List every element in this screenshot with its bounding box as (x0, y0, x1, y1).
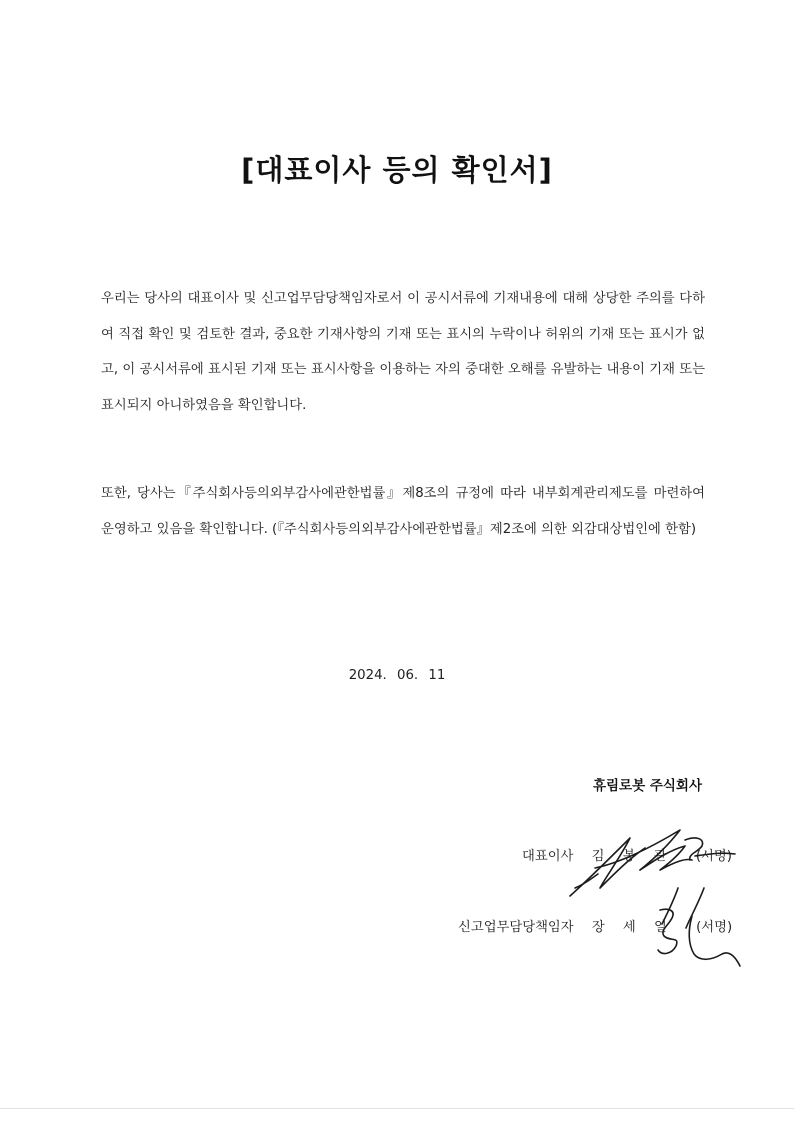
page-bottom-divider (0, 1108, 794, 1109)
signer-role: 대표이사 (522, 849, 574, 864)
signer-name: 김 봉 관 (591, 849, 674, 864)
signature-label: (서명) (695, 849, 732, 864)
page-title: [대표이사 등의 확인서] (241, 153, 553, 187)
signer-name: 장 세 일 (591, 920, 674, 935)
internal-control-paragraph: 또한, 당사는『주식회사등의외부감사에관한법률』제8조의 규정에 따라 내부회계관리제도를 마련하여 운영하고 있음을 확인합니다. (『주식회사등의외부감사에관한법률』제2조에 의한 외감대상법인에 한함) (101, 486, 705, 537)
company-name: 휴림로봇 주식회사 (592, 778, 702, 794)
document-date: 2024. 06. 11 (348, 668, 446, 683)
signature-label: (서명) (696, 920, 733, 935)
signer-role: 신고업무담당책임자 (458, 920, 574, 935)
signer-ceo (522, 845, 732, 864)
confirmation-paragraph: 우리는 당사의 대표이사 및 신고업무담당책임자로서 이 공시서류에 기재내용에 대해 상당한 주의를 다하여 직접 확인 및 검토한 결과, 중요한 기재사항의 기재 또는 표시의 누락이나 허위의 기재 또는 표시가 없고, 이 공시서류에 표시된 기재 또는 표시사항을 이용하는 자의 중대한 오해를 유발하는 내용이 기재 또는 표시되지 아니하였음을 확인합니다. (101, 291, 705, 413)
signer-disclosure-officer (458, 916, 732, 935)
